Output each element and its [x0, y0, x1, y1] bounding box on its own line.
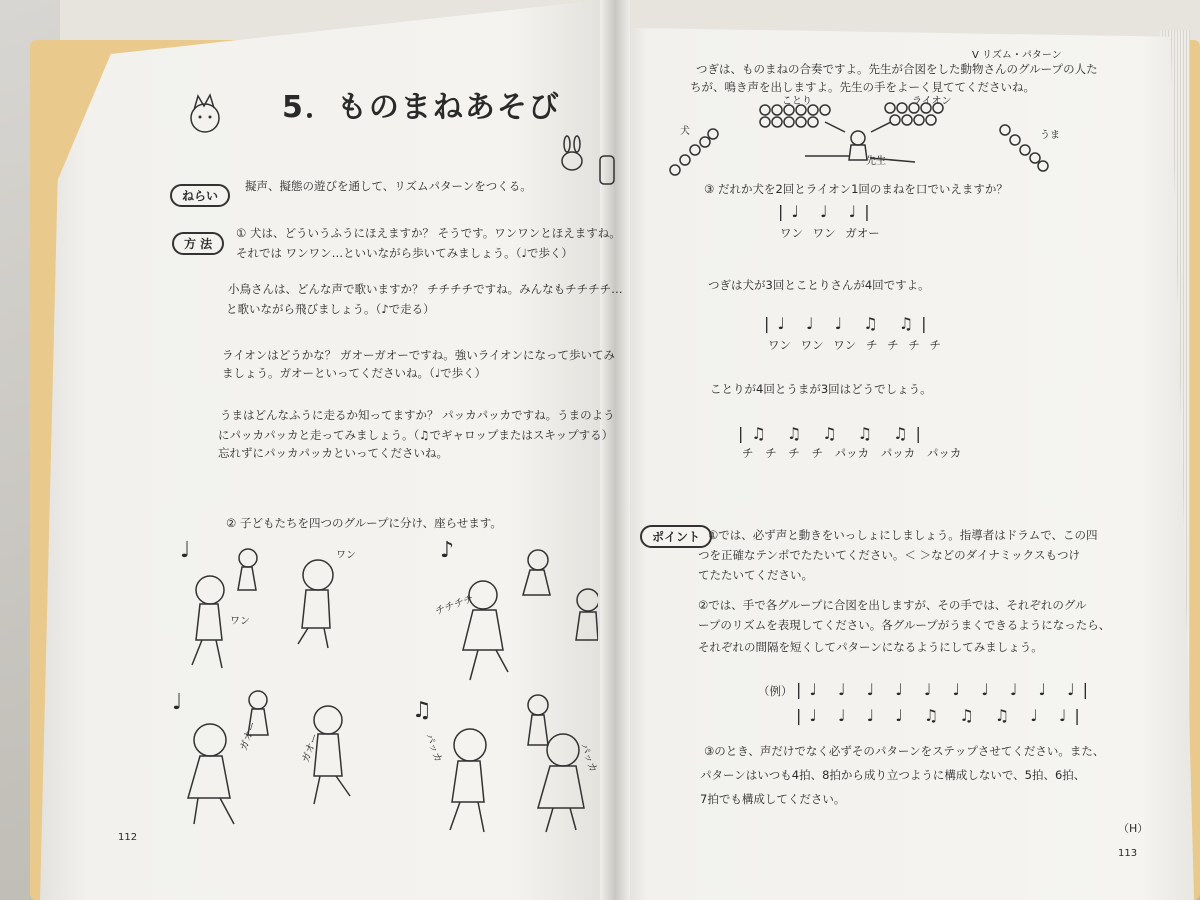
point-line-1: ①では、必ず声と動きをいっしょにしましょう。指導者はドラムで、この四	[708, 528, 1098, 542]
example-label: （例）	[758, 684, 793, 698]
sfx-gao-1: ガオー	[238, 720, 260, 753]
lion-line-2: ましょう。ガオーといってくださいね。（♩で歩く）	[222, 366, 487, 380]
sfx-chichi: チチチチ	[434, 593, 476, 618]
bear-icon	[596, 150, 618, 190]
rabbit-icon	[555, 135, 590, 175]
rhythm-1-words: ワン ワン ガオー	[780, 226, 880, 240]
label-bird: ことり	[782, 96, 812, 107]
intro-line-1: つぎは、ものまねの合奏ですよ。先生が合図をした動物さんのグループの人た	[696, 62, 1098, 76]
point-line-9: 7拍でも構成してください。	[700, 792, 846, 806]
sfx-pakka-2: パッカ	[577, 742, 599, 775]
point-line-4: ②では、手で各グループに合図を出しますが、その手では、それぞれのグル	[698, 598, 1087, 612]
rhythm-3-words: チ チ チ チ パッカ パッカ パッカ	[742, 446, 962, 460]
aim-text: 擬声、擬態の遊びを通して、リズムパターンをつくる。	[245, 179, 532, 193]
beamed-notes-icon: ♫	[412, 698, 432, 723]
label-teacher: 先生	[866, 156, 886, 167]
sfx-gao-2: ガオー	[300, 732, 322, 765]
running-head: V リズム・パターン	[972, 50, 1062, 61]
left-page-number: 112	[118, 832, 138, 843]
method-line-2: それでは ワンワン…といいながら歩いてみましょう。（♩で歩く）	[236, 246, 573, 260]
horse-line-3: 忘れずにパッカパッカといってくださいね。	[218, 446, 448, 460]
rhythm-2-notes: |♩ ♩ ♩ ♫ ♫|	[764, 314, 935, 333]
label-lion: ライオン	[912, 96, 952, 107]
point-line-7: ③のとき、声だけでなく必ずそのパターンをステップさせてください。また、	[704, 744, 1105, 758]
author-mark: （H）	[1118, 822, 1149, 835]
question-3: ③ だれか犬を2回とライオン1回のまねを口でいえますか？	[704, 182, 1008, 196]
point-line-2: つを正確なテンポでたたいてください。＜ ＞などのダイナミックスもつけ	[698, 548, 1081, 562]
next-instruction-2: ことりが4回とうまが3回はどうでしょう。	[710, 382, 932, 396]
quarter-note-icon: ♩	[180, 538, 191, 563]
method-line-1: ① 犬は、どういうふうにほえますか？ そうです。ワンワンとほえますね。	[236, 226, 621, 240]
example-notes-2: |♩ ♩ ♩ ♩ ♫ ♫ ♫ ♩ ♩|	[796, 706, 1088, 725]
intro-line-2: ちが、鳴き声を出しますよ。先生の手をよーく見ててくださいね。	[690, 80, 1035, 94]
step-2-text: ② 子どもたちを四つのグループに分け、座らせます。	[226, 516, 502, 530]
group-arrangement-illustration	[665, 100, 1065, 185]
rhythm-2-words: ワン ワン ワン チ チ チ チ	[768, 338, 941, 352]
bird-line-1: 小鳥さんは、どんな声で歌いますか？ チチチチですね。みんなもチチチチ…	[228, 282, 623, 296]
aim-label: ねらい	[170, 184, 230, 207]
horse-line-1: うまはどんなふうに走るか知ってますか？ パッカパッカですね。うまのよう	[220, 408, 615, 422]
sfx-wan-1: ワン	[336, 550, 356, 561]
label-dog: 犬	[680, 126, 690, 137]
point-line-3: てたたいてください。	[698, 568, 813, 582]
half-note-icon: ♩	[172, 690, 183, 715]
right-page-number: 113	[1118, 848, 1138, 859]
example-notes-1: |♩ ♩ ♩ ♩ ♩ ♩ ♩ ♩ ♩ ♩|	[796, 680, 1097, 699]
page-title: 5．ものまねあそび	[282, 90, 561, 125]
sfx-pakka-1: パッカ	[422, 732, 444, 765]
sfx-wan-2: ワン	[230, 616, 250, 627]
mascot-icon	[180, 92, 230, 137]
point-label: ポイント	[640, 525, 712, 548]
book-spine	[600, 0, 630, 900]
point-line-6: それぞれの間隔を短くしてパターンになるようにしてみましょう。	[698, 640, 1043, 654]
rhythm-1-notes: |♩ ♩ ♩|	[778, 202, 878, 221]
lion-line-1: ライオンはどうかな？ ガオーガオーですね。強いライオンになって歩いてみ	[222, 348, 616, 362]
method-label: 方 法	[172, 232, 224, 255]
point-line-5: ープのリズムを表現してください。各グループがうまくできるようになったら、	[698, 618, 1111, 632]
children-illustration	[178, 540, 598, 840]
eighth-note-icon: ♪	[440, 538, 455, 563]
bird-line-2: と歌いながら飛びましょう。（♪で走る）	[226, 302, 435, 316]
next-instruction-1: つぎは犬が3回とことりさんが4回ですよ。	[708, 278, 930, 292]
horse-line-2: にパッカパッカと走ってみましょう。（♫でギャロップまたはスキップする）	[218, 428, 614, 442]
label-horse: うま	[1040, 130, 1060, 141]
point-line-8: パターンはいつも4拍、8拍から成り立つように構成しないで、5拍、6拍、	[700, 768, 1086, 782]
rhythm-3-notes: |♫ ♫ ♫ ♫ ♫|	[738, 424, 929, 443]
